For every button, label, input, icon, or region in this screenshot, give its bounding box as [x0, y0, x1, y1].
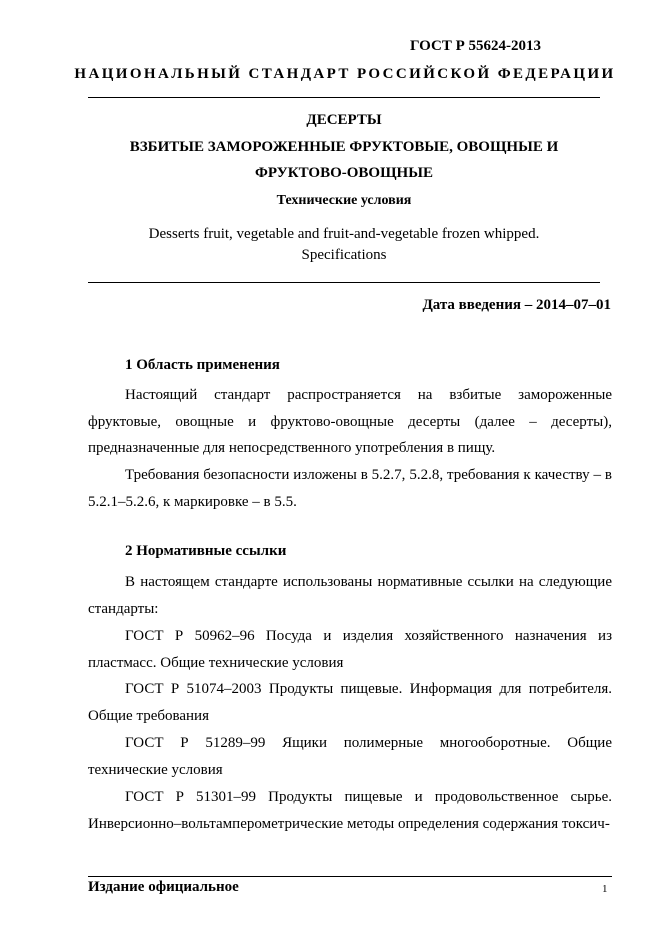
section-1-paragraph-1	[88, 382, 612, 462]
reference-text: ГОСТ Р 50962–96 Посуда и изделия хозяйственного назначения из пластмасс. Общие технические условия	[88, 628, 612, 671]
doc-title-line1: ДЕСЕРТЫ	[306, 112, 382, 128]
doc-title-line2: ВЗБИТЫЕ ЗАМОРОЖЕННЫЕ ФРУКТОВЫЕ, ОВОЩНЫЕ И	[129, 139, 559, 155]
section-2-intro	[88, 569, 612, 622]
top-divider	[88, 97, 600, 98]
title-divider	[88, 282, 600, 283]
reference-item	[88, 623, 612, 676]
doc-title-line3: ФРУКТОВО-ОВОЩНЫЕ	[255, 165, 433, 181]
section-1-paragraph-1-text: Настоящий стандарт распространяется на взбитые замороженные фруктовые, овощные и фруктово-овощные десерты (далее – десерты), предназначенные для непосредственного употребления в пищу.	[88, 387, 612, 456]
english-title-line2: Specifications	[301, 247, 387, 263]
section-1-heading: 1 Область применения	[125, 357, 280, 373]
doc-subtitle: Технические условия	[276, 193, 412, 208]
section-2-intro-text: В настоящем стандарте использованы нормативные ссылки на следующие стандарты:	[88, 574, 612, 617]
national-standard-title: НАЦИОНАЛЬНЫЙ СТАНДАРТ РОССИЙСКОЙ ФЕДЕРАЦИИ	[74, 66, 616, 82]
section-1-paragraph-2-text: Требования безопасности изложены в 5.2.7, 5.2.8, требования к качеству – в 5.2.1–5.2.6, к маркировке – в 5.5.	[88, 467, 612, 510]
reference-item	[88, 676, 612, 729]
footer-divider	[88, 876, 612, 877]
reference-text: ГОСТ Р 51074–2003 Продукты пищевые. Информация для потребителя. Общие требования	[88, 681, 612, 724]
standard-number: ГОСТ Р 55624-2013	[409, 38, 541, 54]
section-1-paragraph-2	[88, 462, 612, 515]
reference-text: ГОСТ Р 51289–99 Ящики полимерные многооборотные. Общие технические условия	[88, 735, 612, 778]
section-2-heading: 2 Нормативные ссылки	[125, 543, 287, 559]
edition-label: Издание официальное	[88, 879, 239, 895]
english-title-line1: Desserts fruit, vegetable and fruit-and-vegetable frozen whipped.	[148, 226, 540, 242]
reference-item	[88, 784, 612, 837]
reference-text: ГОСТ Р 51301–99 Продукты пищевые и продовольственное сырье. Инверсионно–вольтамперометрические методы определения содержания токсич-	[88, 789, 612, 832]
reference-item	[88, 730, 612, 783]
page-number: 1	[602, 883, 608, 895]
introduction-date: Дата введения – 2014–07–01	[422, 297, 611, 313]
